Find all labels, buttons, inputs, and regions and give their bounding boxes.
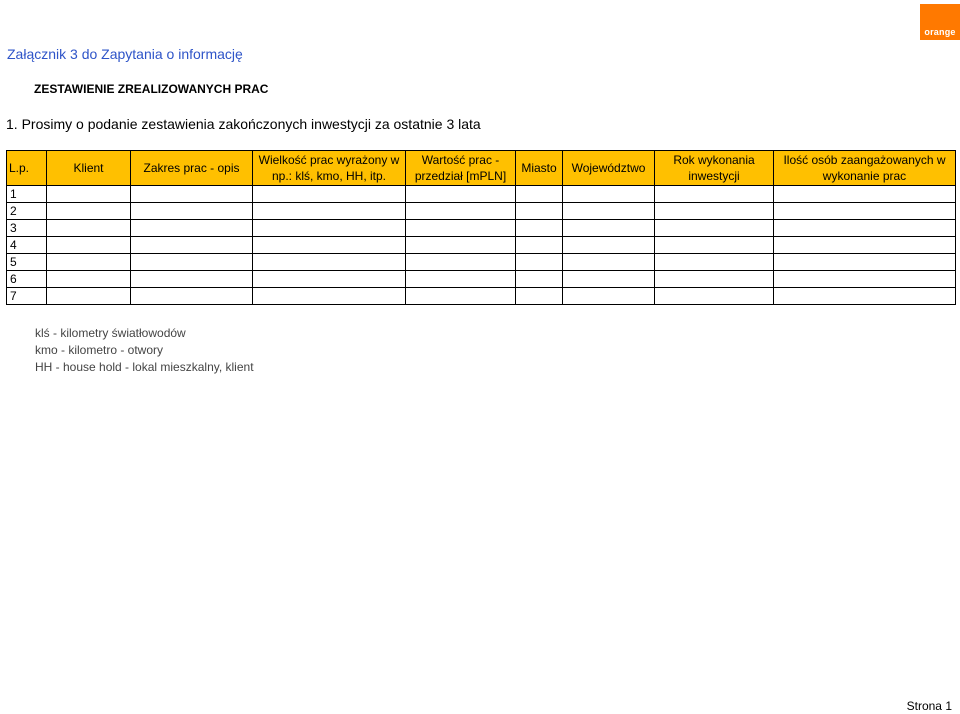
works-summary-table — [6, 150, 956, 305]
page-number: Strona 1 — [906, 699, 952, 713]
column-header-client: Klient — [47, 151, 131, 186]
table-cell[interactable] — [131, 237, 253, 254]
table-cell[interactable] — [131, 186, 253, 203]
column-header-year: Rok wykonania inwestycji — [655, 151, 774, 186]
table-cell[interactable] — [131, 220, 253, 237]
table-cell[interactable] — [253, 220, 406, 237]
note-kmo: kmo - kilometro - otwory — [35, 343, 164, 357]
table-row — [7, 237, 956, 254]
table-row — [7, 220, 956, 237]
table-cell[interactable] — [563, 254, 655, 271]
table-cell[interactable] — [516, 186, 563, 203]
table-cell[interactable] — [47, 203, 131, 220]
table-cell[interactable] — [563, 186, 655, 203]
table-cell[interactable] — [406, 288, 516, 305]
table-cell[interactable] — [47, 237, 131, 254]
table-cell[interactable] — [655, 288, 774, 305]
table-cell[interactable] — [563, 237, 655, 254]
abbreviation-notes — [35, 325, 254, 376]
table-cell[interactable] — [131, 203, 253, 220]
table-row — [7, 203, 956, 220]
table-cell[interactable] — [516, 203, 563, 220]
table-cell[interactable] — [655, 220, 774, 237]
table-cell[interactable] — [406, 271, 516, 288]
table-cell[interactable] — [131, 271, 253, 288]
column-header-scope: Zakres prac - opis — [131, 151, 253, 186]
table-cell[interactable] — [253, 186, 406, 203]
column-header-people: Ilość osób zaangażowanych w wykonanie prac — [774, 151, 956, 186]
table-cell[interactable] — [655, 271, 774, 288]
table-cell[interactable] — [406, 203, 516, 220]
table-cell[interactable] — [47, 220, 131, 237]
table-cell[interactable] — [47, 288, 131, 305]
table-cell[interactable] — [774, 254, 956, 271]
table-cell[interactable] — [131, 254, 253, 271]
table-cell[interactable] — [406, 237, 516, 254]
table-row — [7, 186, 956, 203]
table-cell[interactable] — [563, 288, 655, 305]
table-cell[interactable] — [516, 220, 563, 237]
table-cell[interactable] — [655, 237, 774, 254]
table-cell[interactable] — [253, 237, 406, 254]
table-cell[interactable] — [774, 271, 956, 288]
column-header-value: Wartość prac - przedział [mPLN] — [406, 151, 516, 186]
document-title: Załącznik 3 do Zapytania o informację — [7, 46, 243, 62]
table-cell[interactable] — [655, 186, 774, 203]
note-kls: klś - kilometry światłowodów — [35, 326, 186, 340]
table-cell[interactable] — [516, 288, 563, 305]
table-row — [7, 254, 956, 271]
row-number-cell: 2 — [7, 203, 47, 220]
table-cell[interactable] — [774, 186, 956, 203]
table-cell[interactable] — [774, 288, 956, 305]
table-cell[interactable] — [253, 203, 406, 220]
table-body — [7, 186, 956, 305]
table-cell[interactable] — [47, 271, 131, 288]
table-row — [7, 271, 956, 288]
note-hh: HH - house hold - lokal mieszkalny, klient — [35, 360, 254, 374]
column-header-city: Miasto — [516, 151, 563, 186]
table-cell[interactable] — [563, 203, 655, 220]
document-subtitle: ZESTAWIENIE ZREALIZOWANYCH PRAC — [34, 82, 269, 96]
table-cell[interactable] — [563, 271, 655, 288]
table-cell[interactable] — [253, 288, 406, 305]
table-cell[interactable] — [516, 271, 563, 288]
instruction-text: 1. Prosimy o podanie zestawienia zakończonych inwestycji za ostatnie 3 lata — [6, 116, 481, 132]
column-header-lp: L.p. — [7, 151, 47, 186]
row-number-cell: 4 — [7, 237, 47, 254]
table-cell[interactable] — [131, 288, 253, 305]
table-cell[interactable] — [774, 203, 956, 220]
table-cell[interactable] — [516, 237, 563, 254]
row-number-cell: 3 — [7, 220, 47, 237]
table-cell[interactable] — [47, 186, 131, 203]
table-cell[interactable] — [253, 271, 406, 288]
orange-logo — [920, 4, 960, 40]
table-cell[interactable] — [253, 254, 406, 271]
column-header-voivodeship: Województwo — [563, 151, 655, 186]
table-cell[interactable] — [655, 203, 774, 220]
table-cell[interactable] — [774, 220, 956, 237]
table-cell[interactable] — [563, 220, 655, 237]
table-cell[interactable] — [47, 254, 131, 271]
row-number-cell: 1 — [7, 186, 47, 203]
row-number-cell: 7 — [7, 288, 47, 305]
table-row — [7, 288, 956, 305]
row-number-cell: 5 — [7, 254, 47, 271]
table-cell[interactable] — [406, 220, 516, 237]
table-cell[interactable] — [406, 186, 516, 203]
table-header-row — [7, 151, 956, 186]
table-cell[interactable] — [774, 237, 956, 254]
logo-text: orange — [924, 27, 956, 37]
table-cell[interactable] — [406, 254, 516, 271]
table-cell[interactable] — [655, 254, 774, 271]
column-header-size: Wielkość prac wyrażony w np.: klś, kmo, HH, itp. — [253, 151, 406, 186]
row-number-cell: 6 — [7, 271, 47, 288]
table-cell[interactable] — [516, 254, 563, 271]
